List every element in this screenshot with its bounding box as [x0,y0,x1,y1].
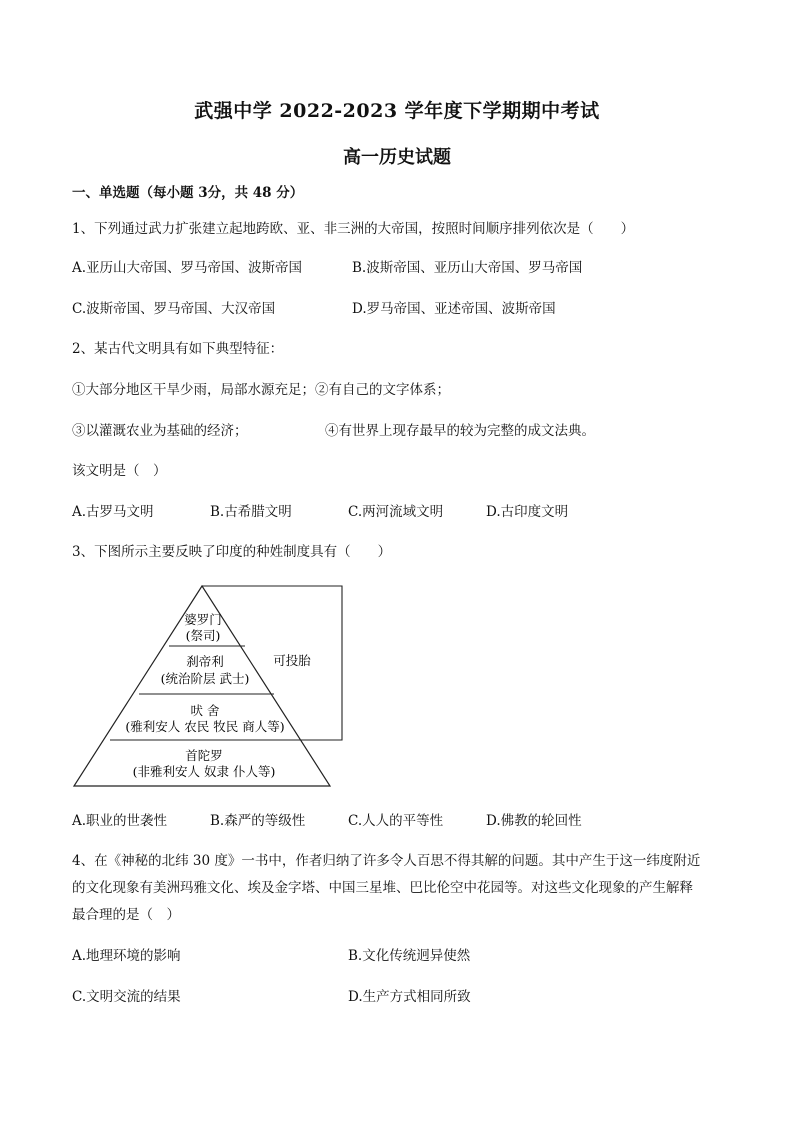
question-4-option-a: A.地理环境的影响 [72,948,181,964]
caste-pyramid-diagram [70,584,360,789]
tier-3-name: 吠 舍 [190,703,220,718]
question-4-option-b: B.文化传统迥异使然 [348,948,471,964]
question-4-stem-line-2: 的文化现象有美洲玛雅文化、埃及金字塔、中国三星堆、巴比伦空中花园等。对这些文化现象的产生解释 [72,880,693,896]
tier-2-desc: (统治阶层 武士) [160,671,250,686]
question-1-stem: 1、下列通过武力扩张建立起地跨欧、亚、非三洲的大帝国，按照时间顺序排列依次是（ ） [72,221,635,237]
question-3-option-c: C.人人的平等性 [348,813,444,829]
question-2-feature-3: ④有世界上现存最早的较为完整的成文法典。 [325,423,595,439]
question-2-option-d: D.古印度文明 [486,504,569,520]
tier-4-desc: (非雅利安人 奴隶 仆人等) [132,764,276,779]
question-2-stem: 2、某古代文明具有如下典型特征： [72,341,284,357]
question-4-stem-line-1: 4、在《神秘的北纬 30 度》一书中，作者归纳了许多令人百思不得其解的问题。其中产生于这一纬度附近 [72,853,701,869]
tier-2-name: 刹帝利 [186,654,224,669]
question-1-option-c: C.波斯帝国、罗马帝国、大汉帝国 [72,301,276,317]
tier-4-name: 首陀罗 [185,748,223,763]
question-2-option-a: A.古罗马文明 [72,504,154,520]
tier-1-name: 婆罗门 [184,612,222,627]
tier-1-desc: (祭司) [185,628,221,643]
question-1-option-a: A.亚历山大帝国、罗马帝国、波斯帝国 [72,260,303,276]
question-4-option-d: D.生产方式相同所致 [348,989,471,1005]
question-2-feature-1: ①大部分地区干旱少雨，局部水源充足；②有自己的文字体系； [72,382,450,398]
question-2-option-b: B.古希腊文明 [210,504,292,520]
question-3-option-a: A.职业的世袭性 [72,813,168,829]
question-2-option-c: C.两河流域文明 [348,504,444,520]
question-3-option-b: B.森严的等级性 [210,813,306,829]
question-4-option-c: C.文明交流的结果 [72,989,181,1005]
tier-3-desc: (雅利安人 农民 牧民 商人等) [125,719,285,734]
question-1-option-d: D.罗马帝国、亚述帝国、波斯帝国 [352,301,556,317]
question-4-stem-line-3: 最合理的是（ ） [72,907,180,923]
question-2-feature-2: ③以灌溉农业为基础的经济； [72,423,248,439]
page-title: 武强中学 2022-2023 学年度下学期期中考试 [194,100,600,122]
question-2-ask: 该文明是（ ） [72,463,167,479]
side-label: 可投胎 [273,653,311,668]
question-3-option-d: D.佛教的轮回性 [486,813,582,829]
page-subtitle: 高一历史试题 [343,147,451,168]
question-3-stem: 3、下图所示主要反映了印度的种姓制度具有（ ） [72,544,392,560]
section-heading: 一、单选题（每小题 3分，共 48 分） [72,185,304,201]
question-1-option-b: B.波斯帝国、亚历山大帝国、罗马帝国 [352,260,583,276]
